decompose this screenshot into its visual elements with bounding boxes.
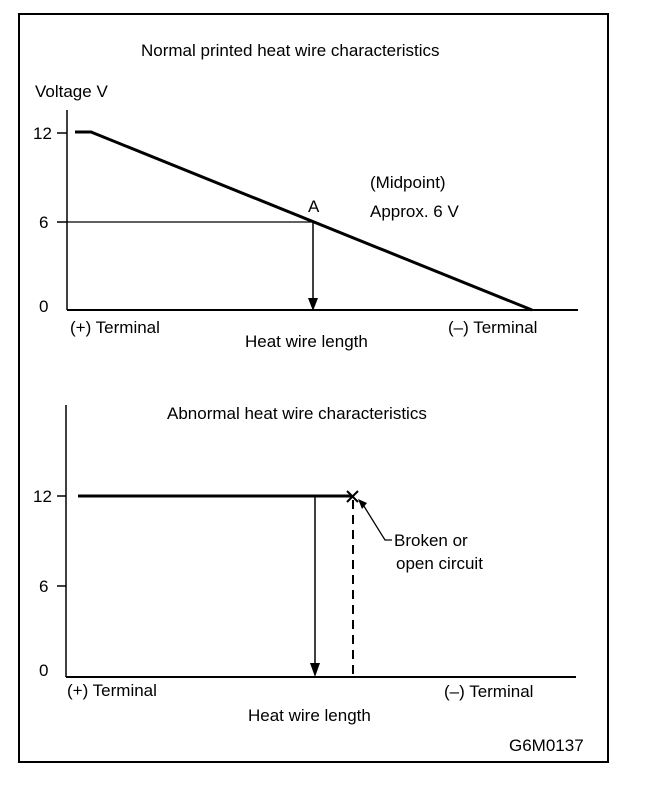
top-positive-terminal-label: (+) Terminal: [70, 318, 160, 337]
top-tick-label-12: 12: [33, 124, 52, 143]
bottom-arrow-head: [310, 663, 320, 677]
bottom-negative-terminal-label: (–) Terminal: [444, 682, 534, 701]
top-voltage-line: [75, 132, 532, 310]
bottom-tick-label-6: 6: [39, 577, 49, 596]
break-note-line2: open circuit: [396, 554, 483, 573]
top-negative-terminal-label: (–) Terminal: [448, 318, 538, 337]
bottom-title: Abnormal heat wire characteristics: [167, 404, 427, 423]
break-note-line1: Broken or: [394, 531, 468, 550]
figure-frame: [19, 14, 608, 762]
point-a-label: A: [308, 197, 320, 216]
top-x-axis-label: Heat wire length: [245, 332, 368, 351]
bottom-positive-terminal-label: (+) Terminal: [67, 681, 157, 700]
top-title: Normal printed heat wire characteristics: [141, 41, 440, 60]
break-callout-leader: [362, 503, 392, 540]
break-callout-arrow-head: [358, 499, 367, 509]
figure-id: G6M0137: [509, 736, 584, 755]
top-note-line1: (Midpoint): [370, 173, 446, 192]
top-tick-label-0: 0: [39, 297, 49, 316]
bottom-x-axis-label: Heat wire length: [248, 706, 371, 725]
top-note-line2: Approx. 6 V: [370, 202, 459, 221]
bottom-tick-label-12: 12: [33, 487, 52, 506]
top-y-axis-label: Voltage V: [35, 82, 108, 101]
top-tick-label-6: 6: [39, 213, 49, 232]
bottom-tick-label-0: 0: [39, 661, 49, 680]
